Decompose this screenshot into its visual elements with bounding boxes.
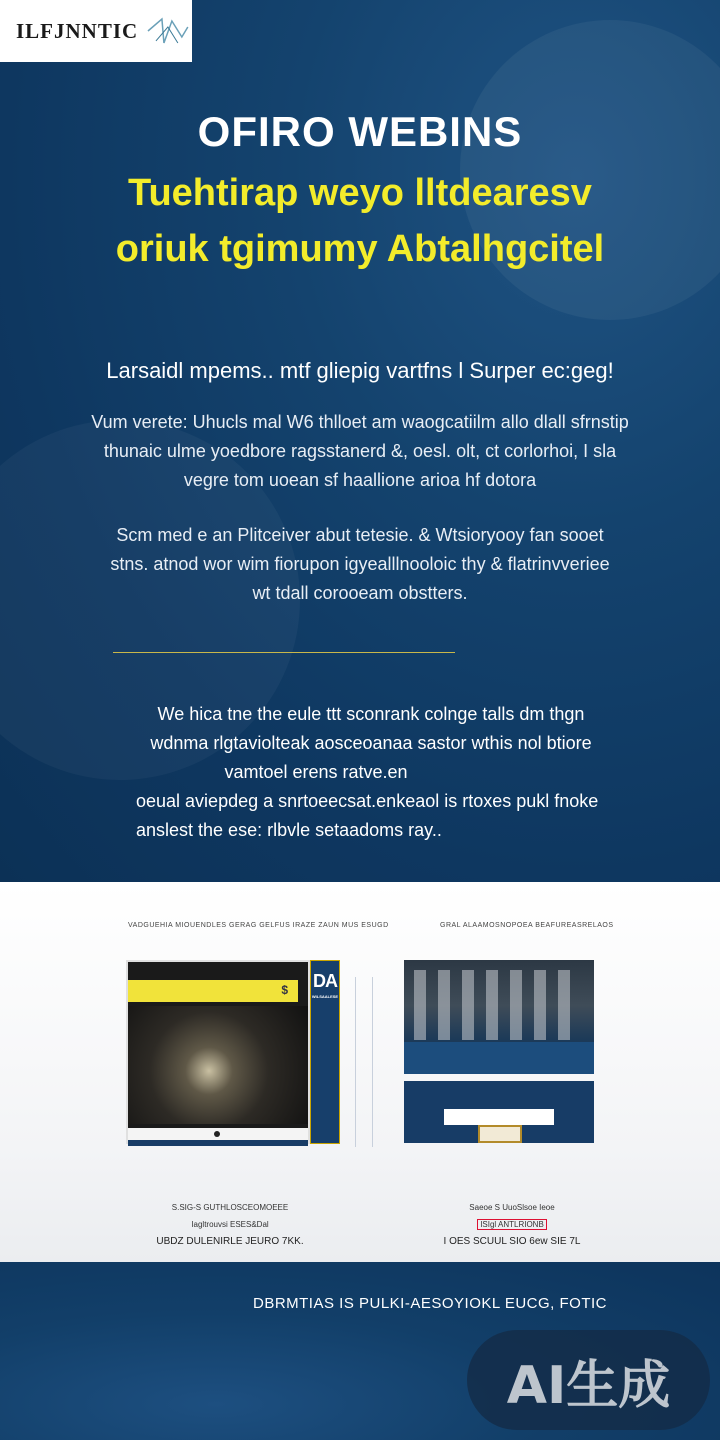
showcase-section — [0, 882, 720, 1262]
sign-post — [478, 1125, 522, 1143]
sign-board — [444, 1109, 554, 1125]
ai-generated-badge: AI生成 — [467, 1330, 710, 1430]
hero-subheading: Larsaidl mpems.. mtf gliepig vartfns l Surper ec:geg! — [106, 358, 614, 383]
footer-section — [0, 1262, 720, 1440]
divider — [113, 652, 455, 653]
headline-line-2: oriuk tgimumy Abtalhgcitel — [115, 228, 605, 270]
footer-text: DBRMTIAS IS PULKI-AESOYIOKL EUCG, FOTIC — [252, 1295, 607, 1312]
hero-paragraph-3 — [136, 700, 606, 845]
left-bottom-caption — [150, 1199, 310, 1250]
camera-dot-icon — [214, 1131, 220, 1137]
caption-line: Saeoe S UuoSlsoe Ieoe — [469, 1203, 555, 1212]
right-bottom-caption — [432, 1199, 592, 1250]
right-top-caption: GRAL ALAAMOSNOPOEA BEAFUREASRELAOS — [440, 922, 614, 929]
hero-paragraph-1: Vum verete: Uhucls mal W6 thlloet am waogcatiilm allo dlall sfrnstip thunaic ulme yoedbore ragsstanerd &, oesl. olt, ct corlorhoi, I sla vegre tom uoean sf haallione arioa hf dotora — [91, 412, 629, 490]
left-top-caption: VADGUEHIA MIOUENDLES GERAG GELFUS IRAZE ZAUN MUS ESUGD — [128, 922, 389, 929]
logo-text: ILFJNNTIC — [16, 18, 139, 43]
paragraph-3-line: vamtoel erens ratve.en — [224, 762, 408, 782]
divider-line — [372, 977, 373, 1147]
banner-title: DA — [313, 971, 337, 991]
hero-headline — [30, 165, 690, 277]
laptop-yellow-bar — [128, 980, 298, 1002]
logo-mark-icon — [142, 13, 192, 49]
paragraph-3-line: We hica tne the eule ttt sconrank colnge talls dm thgn — [157, 704, 585, 724]
paragraph-3-line: anslest the ese: rlbvle setaadoms ray.. — [136, 820, 442, 840]
paragraph-3-line: oeual aviepdeg a snrtoeecsat.enkeaol is rtoxes pukl fnoke — [136, 791, 599, 811]
hero-paragraph-2: Scm med e an Plitceiver abut tetesie. & Wtsioryooy fan sooet stns. atnod wor wim fiorupon igyealllnooloic thy & flatrinvveriee wt tdall corooeam obstters. — [110, 525, 610, 603]
water-area — [404, 1042, 594, 1074]
laptop-image — [126, 960, 310, 1144]
laptop-screen — [128, 1006, 308, 1124]
hero-kicker: OFIRO WEBINS — [197, 108, 523, 155]
vertical-banner — [310, 960, 340, 1144]
stadium-photo — [404, 960, 594, 1074]
banner-small-text: WILSAALESE — [311, 994, 339, 999]
dollar-icon: $ — [281, 983, 288, 997]
sign-photo — [404, 1081, 594, 1143]
caption-line: S.SIG-S GUTHLOSCEOMOEEE — [171, 1203, 289, 1212]
laptop-foot — [128, 1140, 308, 1146]
caption-line: Iagltrouvsi ESES&Dal — [191, 1220, 269, 1229]
headline-line-1: Tuehtirap weyo lltdearesv — [128, 172, 592, 214]
divider-line — [355, 977, 356, 1147]
caption-line: ISIgl ANTLRIONB — [477, 1219, 547, 1230]
paragraph-3-line: wdnma rlgtaviolteak aosceoanaa sastor wthis nol btiore — [150, 733, 592, 753]
caption-line: I OES SCUUL SIO 6ew SIE 7L — [443, 1236, 581, 1247]
logo[interactable] — [0, 0, 192, 62]
caption-line: UBDZ DULENIRLE JEURO 7KK. — [156, 1236, 304, 1247]
